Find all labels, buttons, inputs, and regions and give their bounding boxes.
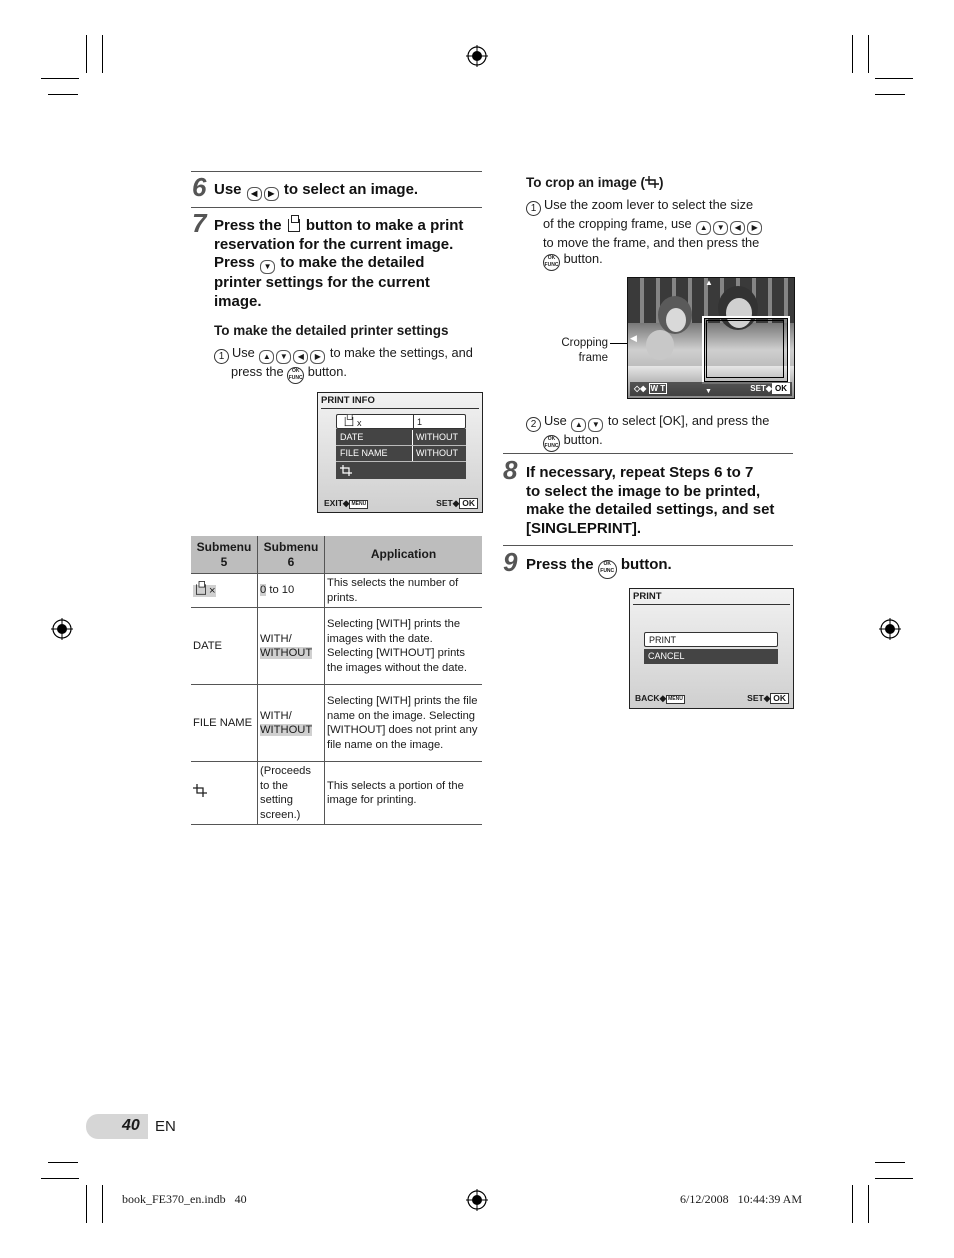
down-arrow-icon: ▼ — [705, 388, 712, 395]
detailed-settings-instruction: 1 Use ▲ ▼ ◀ ▶ to make the settings, and press the OK FUNC button. — [214, 345, 486, 384]
registration-mark-icon — [466, 45, 488, 67]
arrow-left-icon: ◀ — [247, 187, 262, 201]
arrow-down-icon: ▼ — [713, 221, 728, 235]
arrow-left-icon: ◀ — [293, 350, 308, 364]
table-row: × 0 to 10 This selects the number of prints. — [191, 574, 482, 608]
table-row: FILE NAME WITH/ WITHOUT Selecting [WITH] prints the file name on the image. Selecting [WITHOUT] does not print any file name on the image. — [191, 685, 482, 762]
print-info-screen — [317, 392, 483, 513]
registration-mark-icon — [879, 618, 901, 640]
print-screen — [629, 588, 794, 709]
left-arrow-icon: ◀ — [630, 333, 637, 343]
table-header: Submenu 5 — [191, 536, 258, 574]
print-button-icon — [288, 219, 300, 232]
crop-icon — [193, 784, 207, 797]
crop-preview-photo — [627, 277, 795, 399]
up-arrow-icon: ▲ — [705, 278, 713, 287]
table-row: (Proceeds to the setting screen.) This selects a portion of the image for printing. — [191, 762, 482, 825]
registration-mark-icon — [51, 618, 73, 640]
arrow-right-icon: ▶ — [310, 350, 325, 364]
timestamp-slug: 6/12/2008 10:44:39 AM — [680, 1192, 803, 1206]
step-8-text: If necessary, repeat Steps 6 to 7 to select the image to be printed, make the detailed settings, and set [SINGLEPRINT]. — [526, 464, 775, 537]
crop-heading: To crop an image ( ) — [526, 175, 664, 190]
photo-footer-set: SET◆ OK — [750, 384, 790, 393]
step-number: 6 — [192, 172, 207, 202]
screen-row-file-name: FILE NAME WITHOUT — [336, 446, 466, 461]
ok-func-icon: OK FUNC — [287, 367, 304, 384]
page-number: 40 — [122, 1117, 140, 1134]
screen-row-copies: x 1 — [336, 414, 466, 429]
crop-icon — [645, 176, 659, 188]
table-header: Submenu 6 — [258, 536, 325, 574]
step-6-text: Use ◀ ▶ to select an image. — [214, 181, 418, 201]
print-icon — [345, 417, 353, 426]
arrow-down-icon: ▼ — [588, 418, 603, 432]
step-7-text: Press the button to make a print reservation for the current image. Press ▼ to make the detailed printer settings for the current image. — [214, 217, 464, 310]
arrow-right-icon: ▶ — [264, 187, 279, 201]
cropping-frame-label: Cropping frame — [561, 337, 608, 364]
copies-icon: × — [193, 585, 216, 597]
table-row: DATE WITH/ WITHOUT Selecting [WITH] prints the images with the date. Selecting [WITHOUT] prints the images without the date. — [191, 608, 482, 685]
ok-func-icon: OK FUNC — [598, 560, 617, 579]
file-slug: book_FE370_en.indb 40 — [122, 1192, 247, 1206]
crop-icon — [340, 465, 352, 476]
print-option-print[interactable]: PRINT — [644, 632, 778, 647]
zoom-wt-indicator: ◇◆ W T — [634, 384, 666, 393]
step-9-text: Press the OK FUNC button. — [526, 556, 672, 579]
screen-footer-back: BACK◆ MENU — [635, 693, 683, 703]
arrow-down-icon: ▼ — [276, 350, 291, 364]
screen-footer-set: SET◆ OK — [747, 693, 789, 704]
ok-func-icon: OK FUNC — [543, 435, 560, 452]
arrow-up-icon: ▲ — [259, 350, 274, 364]
step-number: 7 — [192, 208, 207, 238]
arrow-up-icon: ▲ — [571, 418, 586, 432]
screen-title: PRINT INFO — [321, 395, 375, 406]
screen-title: PRINT — [633, 591, 662, 602]
language-label: EN — [155, 1118, 176, 1135]
arrow-up-icon: ▲ — [696, 221, 711, 235]
table-header: Application — [325, 536, 483, 574]
crop-instruction-2: 2 Use ▲ ▼ to select [OK], and press the OK FUNC button. — [526, 413, 796, 452]
detailed-settings-heading: To make the detailed printer settings — [214, 323, 449, 338]
print-option-cancel[interactable]: CANCEL — [644, 649, 778, 664]
ok-func-icon: OK FUNC — [543, 254, 560, 271]
screen-footer-set: SET◆ OK — [436, 498, 478, 509]
submenu-table — [191, 536, 482, 825]
screen-footer-exit: EXIT◆ MENU — [324, 498, 367, 508]
screen-row-date: DATE WITHOUT — [336, 430, 466, 445]
arrow-down-icon: ▼ — [260, 260, 275, 274]
step-number: 9 — [503, 547, 518, 577]
registration-mark-icon — [466, 1189, 488, 1211]
arrow-right-icon: ▶ — [747, 221, 762, 235]
arrow-left-icon: ◀ — [730, 221, 745, 235]
crop-instruction-1: 1 Use the zoom lever to select the size of the cropping frame, use ▲ ▼ ◀ ▶ to move the frame, and then press the OK FUNC button. — [526, 197, 796, 271]
step-number: 8 — [503, 455, 518, 485]
